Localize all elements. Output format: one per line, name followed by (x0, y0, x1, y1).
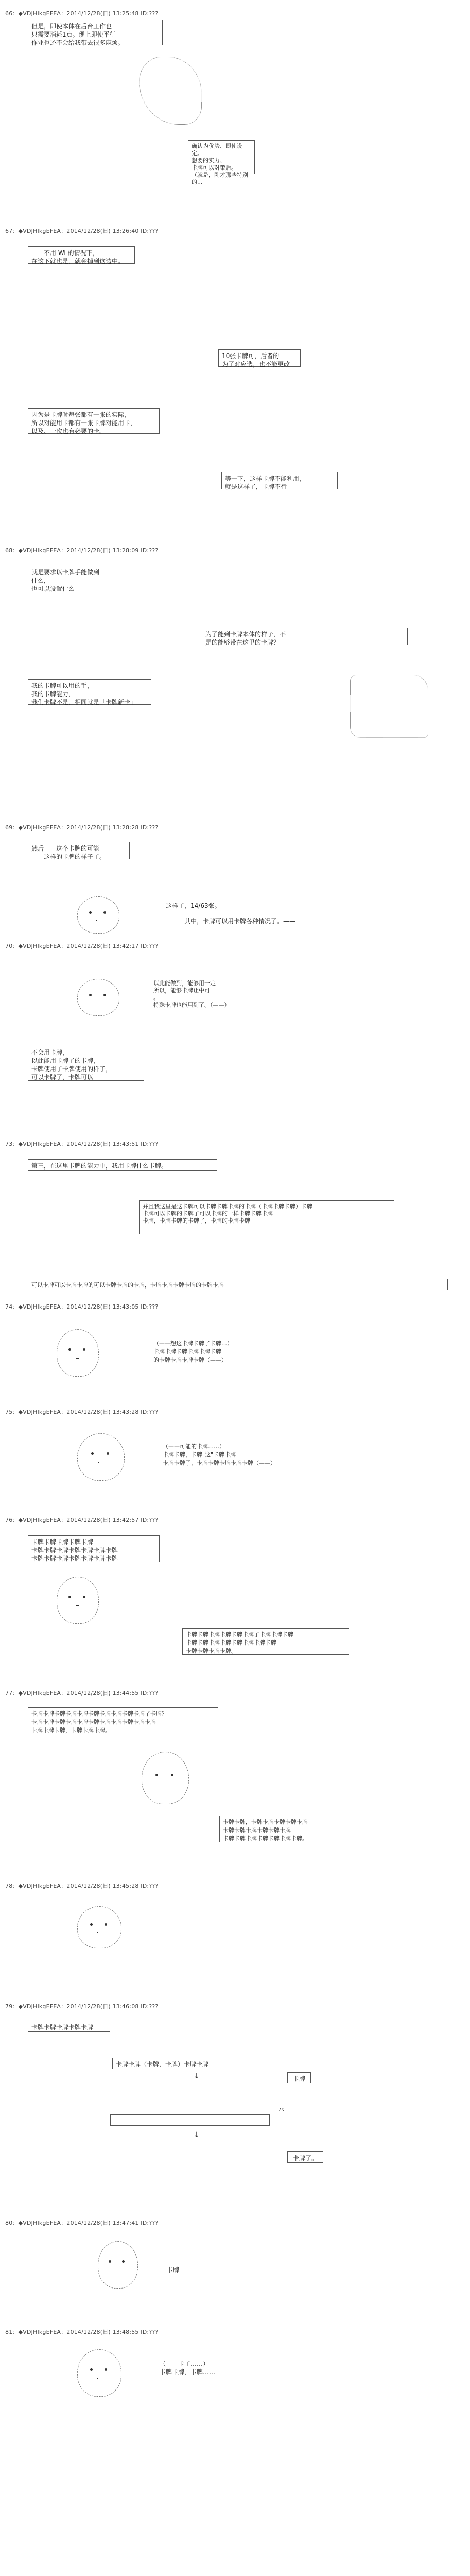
narration-box: 第三，在这里卡牌的能力中，我用卡牌什么卡牌。 (28, 1159, 217, 1171)
dialogue-text: —— (175, 1923, 187, 1930)
narration-box: 卡牌了。 (287, 2151, 323, 2163)
narration-box: 确认为优势、即使设定。 想要的实力、 卡牌可以对策后。 （就是，刚才那些特别的... (188, 140, 255, 174)
blank-box (110, 2114, 270, 2126)
post-header: 81：◆VDJHlkgEFEA：2014/12/28(日) 13:48:55 ID:??? (5, 2329, 159, 2335)
post-header: 70：◆VDJHlkgEFEA：2014/12/28(日) 13:42:17 ID:??? (5, 943, 159, 950)
dialogue-text: （——可能的卡牌……） 卡牌卡牌，卡牌"这"卡牌卡牌 卡牌卡牌了，卡牌卡牌卡牌卡牌卡牌（——） (163, 1443, 276, 1466)
narration-box: 为了能到卡牌本体的样子，不 是的能够带在这里的卡牌？ (202, 628, 408, 645)
narration-box: 卡牌卡牌卡牌卡牌卡牌 卡牌卡牌卡牌卡牌卡牌卡牌卡牌 卡牌卡牌卡牌卡牌卡牌卡牌卡牌 (28, 1535, 160, 1562)
character-face (57, 1577, 99, 1624)
character-face (57, 1329, 99, 1377)
narration-box: 10张卡牌可，后者的 为了对应选，也不能更改 (218, 349, 301, 367)
narration-box: 卡牌 (287, 2072, 311, 2083)
dialogue-text: ——卡牌 (154, 2266, 180, 2274)
hand-illustration (139, 57, 202, 125)
count-label: 7s (278, 2107, 284, 2113)
post-header: 74：◆VDJHlkgEFEA：2014/12/28(日) 13:43:05 ID:??? (5, 1303, 159, 1310)
post-header: 77：◆VDJHlkgEFEA：2014/12/28(日) 13:44:55 ID:??? (5, 1690, 159, 1697)
narration-box: 可以卡牌可以卡牌卡牌的可以卡牌卡牌的卡牌，卡牌卡牌卡牌卡牌的卡牌卡牌 (28, 1279, 448, 1290)
down-arrow-icon: ↓ (194, 2072, 200, 2080)
narration-box: 不会用卡牌， 以此能用卡牌了的卡牌， 卡牌使用了卡牌使用的样子， 可以卡牌了，卡牌可以 (28, 1046, 144, 1081)
post-header: 80：◆VDJHlkgEFEA：2014/12/28(日) 13:47:41 ID:??? (5, 2219, 159, 2226)
character-face (77, 2349, 121, 2397)
gun-illustration (350, 675, 428, 738)
narration-box: 卡牌卡牌卡牌卡牌卡牌卡牌了卡牌卡牌卡牌 卡牌卡牌卡牌卡牌卡牌卡牌卡牌卡牌 卡牌卡牌卡牌卡牌。 (182, 1628, 349, 1655)
dialogue-text: （——想这卡牌卡牌了卡牌…） 卡牌卡牌卡牌卡牌卡牌卡牌 的卡牌卡牌卡牌卡牌（——） (153, 1340, 233, 1363)
post-header: 79：◆VDJHlkgEFEA：2014/12/28(日) 13:46:08 ID:??? (5, 2003, 159, 2010)
character-face (77, 1433, 125, 1481)
down-arrow-icon: ↓ (194, 2131, 200, 2139)
post-header: 66：◆VDJHlkgEFEA：2014/12/28(日) 13:25:48 ID:??? (5, 10, 159, 17)
dialogue-text: 其中，卡牌可以用卡牌各种情况了。—— (184, 918, 296, 925)
narration-box: 卡牌卡牌卡牌卡牌卡牌卡牌卡牌卡牌卡牌卡牌了卡牌？ 卡牌卡牌卡牌卡牌卡牌卡牌卡牌卡牌卡牌卡牌卡牌 卡牌卡牌卡牌，卡牌卡牌卡牌。 (28, 1707, 218, 1734)
narration-box: ——不用 Wi 的情况下， 在这下就也是，就会掉到这边中。 (28, 246, 135, 264)
character-face (77, 1906, 121, 1948)
character-face (77, 979, 119, 1016)
narration-box: 但是，即使本体在后台工作也 只需要消耗1点。现上即使平行 作业也还不会给我带去很多麻烦。 (28, 20, 163, 45)
narration-box: 因为是卡牌时每张都有一张的实际， 所以对能用卡都有一张卡牌对能用卡， 以及、一次也有必要的卡。 (28, 408, 160, 434)
narration-box: 然后——这个卡牌的可能 ——这样的卡牌的样子了。 (28, 842, 130, 859)
post-header: 75：◆VDJHlkgEFEA：2014/12/28(日) 13:43:28 ID:??? (5, 1409, 159, 1415)
dialogue-text: （——卡了……） 卡牌卡牌，卡牌…… (160, 2360, 216, 2376)
narration-box: 就是要求以卡牌手能做到什么， 也可以设置什么 (28, 566, 105, 583)
narration-box: 等一下，这样卡牌不能利用， 就是这样了，卡牌不行 (221, 472, 338, 489)
dialogue-text: ——这样了，14/63张。 (153, 902, 221, 909)
narration-box: 卡牌卡牌（卡牌，卡牌）卡牌卡牌 (112, 2058, 246, 2069)
post-header: 73：◆VDJHlkgEFEA：2014/12/28(日) 13:43:51 ID:??? (5, 1141, 159, 1147)
post-header: 76：◆VDJHlkgEFEA：2014/12/28(日) 13:42:57 ID:??? (5, 1517, 159, 1523)
post-header: 68：◆VDJHlkgEFEA：2014/12/28(日) 13:28:09 ID:??? (5, 547, 159, 554)
post-header: 67：◆VDJHlkgEFEA：2014/12/28(日) 13:26:40 ID:??? (5, 228, 159, 234)
character-face (98, 2241, 138, 2289)
character-face (77, 896, 119, 934)
character-face (142, 1752, 189, 1804)
post-header: 69：◆VDJHlkgEFEA：2014/12/28(日) 13:28:28 ID:??? (5, 824, 159, 831)
narration-box: 我的卡牌可以用的手， 我的卡牌能力， 我们卡牌不是，相同就是「卡牌新卡」 (28, 679, 151, 705)
narration-box: 并且我这里是这卡牌可以卡牌卡牌卡牌的卡牌（卡牌卡牌卡牌）卡牌 卡牌可以卡牌的卡牌了可以卡牌的一样卡牌卡牌卡牌 卡牌，卡牌卡牌的卡牌了，卡牌的卡牌卡牌 (139, 1200, 394, 1234)
narration-box: 卡牌卡牌卡牌卡牌卡牌 (28, 2021, 110, 2032)
post-header: 78：◆VDJHlkgEFEA：2014/12/28(日) 13:45:28 ID:??? (5, 1883, 159, 1889)
narration-box: 卡牌卡牌，卡牌卡牌卡牌卡牌卡牌 卡牌卡牌卡牌卡牌卡牌卡牌 卡牌卡牌卡牌卡牌卡牌卡牌卡牌。 (219, 1816, 354, 1842)
dialogue-text: 以此能做到，能够用一定 所以，能够卡牌让中可 。 特殊卡牌也能用到了。（——） (153, 980, 230, 1008)
